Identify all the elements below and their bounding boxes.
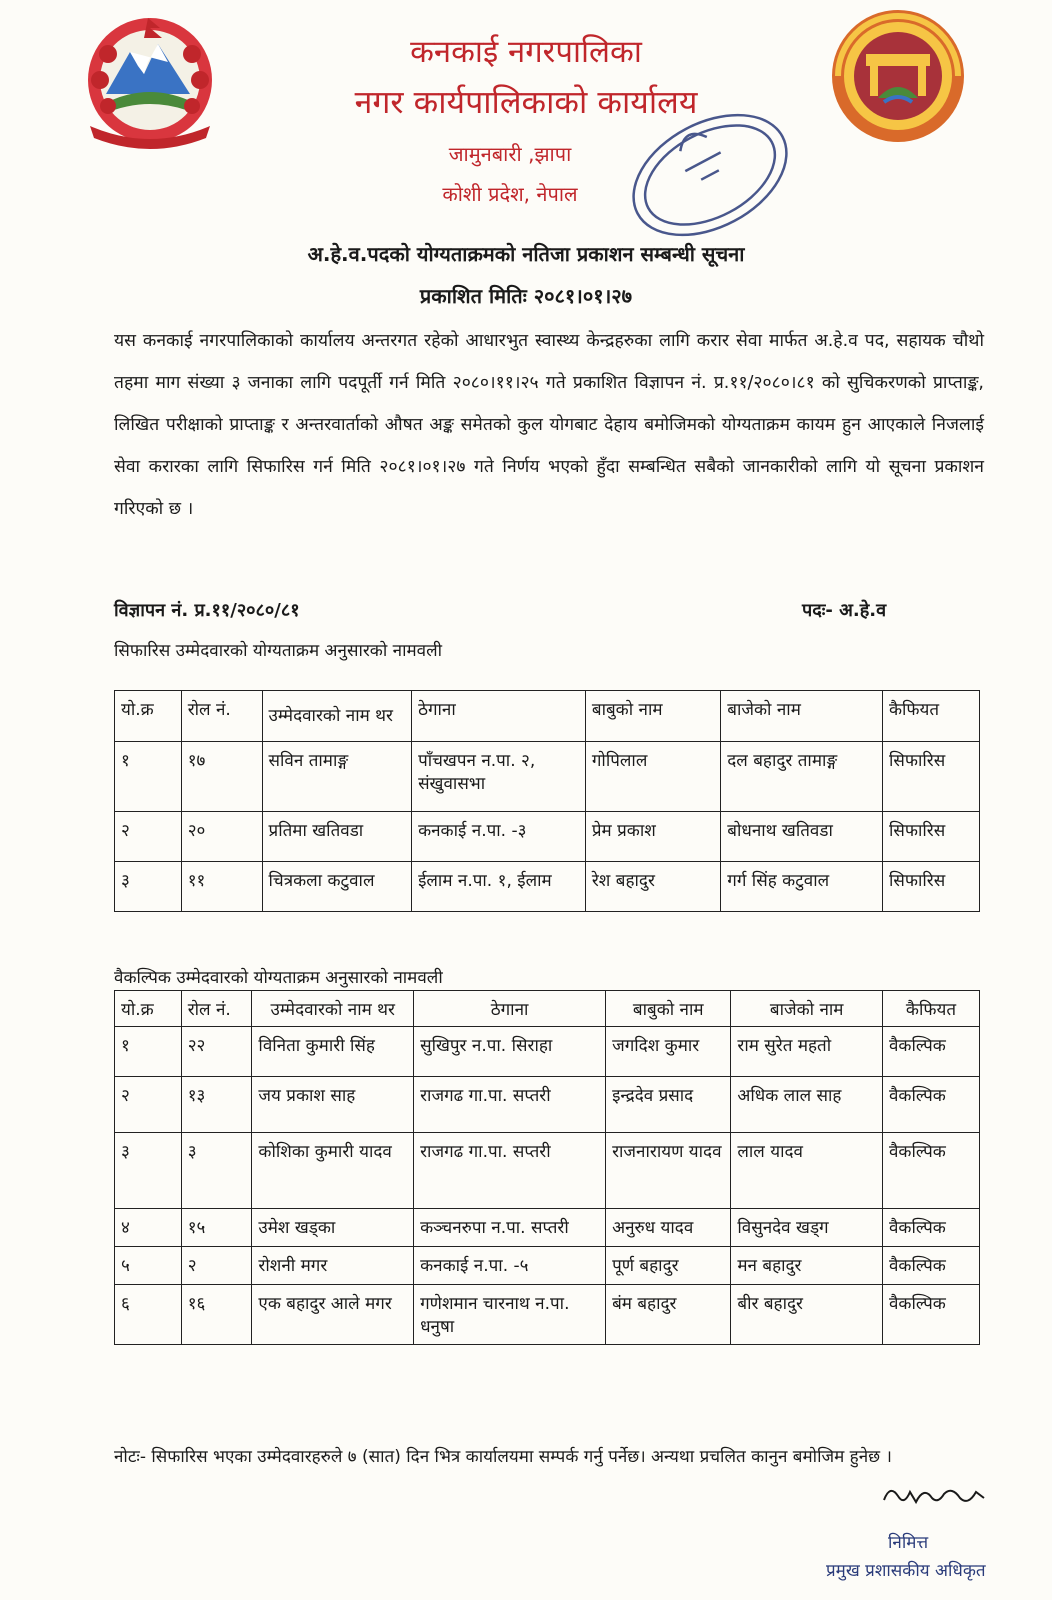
table-cell: जगदिश कुमार bbox=[606, 1027, 731, 1077]
table-cell: राजनारायण यादव bbox=[606, 1133, 731, 1209]
table-cell: २ bbox=[115, 1077, 182, 1133]
table-cell: १३ bbox=[181, 1077, 252, 1133]
table-cell: रोशनी मगर bbox=[252, 1247, 414, 1285]
published-date: प्रकाशित मितिः २०८१।०१।२७ bbox=[419, 284, 633, 308]
table-cell: १ bbox=[115, 742, 182, 812]
post-name: पदः- अ.हे.व bbox=[802, 600, 887, 621]
table-cell: गर्ग सिंह कटुवाल bbox=[721, 862, 883, 912]
nepal-emblem-logo bbox=[78, 14, 222, 152]
table-cell: बंम बहादुर bbox=[606, 1285, 731, 1345]
table-row bbox=[115, 1027, 980, 1077]
column-header: उम्मेदवारको नाम थर bbox=[252, 991, 414, 1027]
table-cell: ४ bbox=[115, 1209, 182, 1247]
table-row bbox=[115, 1133, 980, 1209]
table-cell: वैकल्पिक bbox=[882, 1027, 979, 1077]
table-cell: अनुरुध यादव bbox=[606, 1209, 731, 1247]
column-header: रोल नं. bbox=[181, 991, 252, 1027]
notice-body: यस कनकाई नगरपालिकाको कार्यालय अन्तरगत रहेको आधारभुत स्वास्थ्य केन्द्रहरुका लागि करार सेवा मार्फत अ.हे.व पद, सहायक चौथो तहमा माग संख्या ३ जनाका लागि पदपूर्ती गर्न मिति २०८०।११।२५ गते प्रकाशित विज्ञापन नं. प्र.११/२०८०।८१ को सुचिकरणको प्राप्ताङ्क, लिखित परीक्षाको प्राप्ताङ्क र अन्तरवार्ताको औषत अङ्क समेतको कुल योगबाट देहाय बमोजिमको योग्यताक्रम कायम हुन आएकाले निजलाई सेवा करारका लागि सिफारिस गर्न मिति २०८१।०१।२७ गते निर्णय भएको हुँदा सम्बन्धित सबैको जानकारीको लागि यो सूचना प्रकाशन गरिएको छ । bbox=[114, 331, 984, 519]
column-header: ठेगाना bbox=[412, 691, 586, 742]
table-cell: पाँचखपन न.पा. २, संखुवासभा bbox=[412, 742, 586, 812]
table-cell: ईलाम न.पा. १, ईलाम bbox=[412, 862, 586, 912]
alternate-list-title: वैकल्पिक उम्मेदवारको योग्यताक्रम अनुसारको नामवली bbox=[114, 968, 443, 988]
table-cell: प्रतिमा खतिवडा bbox=[262, 812, 412, 862]
table-cell: २ bbox=[181, 1247, 252, 1285]
table-header-row bbox=[115, 691, 980, 742]
table-row bbox=[115, 1209, 980, 1247]
footer-note: नोटः- सिफारिस भएका उम्मेदवारहरुले ७ (सात) दिन भित्र कार्यालयमा सम्पर्क गर्नु पर्नेछ। अन्यथा प्रचलित कानुन बमोजिम हुनेछ । bbox=[114, 1447, 892, 1467]
table-cell: सिफारिस bbox=[882, 862, 979, 912]
column-header: यो.क्र bbox=[115, 991, 182, 1027]
table-row bbox=[115, 1285, 980, 1345]
column-header: कैफियत bbox=[882, 991, 979, 1027]
table-cell: ३ bbox=[181, 1133, 252, 1209]
signer-designation: प्रमुख प्रशासकीय अधिकृत bbox=[826, 1561, 986, 1581]
table-cell: गणेशमान चारनाथ न.पा. धनुषा bbox=[414, 1285, 606, 1345]
table-row bbox=[115, 1247, 980, 1285]
recommended-list-title: सिफारिस उम्मेदवारको योग्यताक्रम अनुसारको नामवली bbox=[114, 641, 443, 661]
column-header: यो.क्र bbox=[115, 691, 182, 742]
column-header: ठेगाना bbox=[414, 991, 606, 1027]
table-cell: वैकल्पिक bbox=[882, 1209, 979, 1247]
table-row bbox=[115, 812, 980, 862]
table-cell: मन बहादुर bbox=[731, 1247, 883, 1285]
table-cell: बोधनाथ खतिवडा bbox=[721, 812, 883, 862]
table-cell: विनिता कुमारी सिंह bbox=[252, 1027, 414, 1077]
table-cell: सिफारिस bbox=[882, 812, 979, 862]
table-cell: दल बहादुर तामाङ्ग bbox=[721, 742, 883, 812]
recommended-candidates-table bbox=[114, 690, 980, 912]
table-cell: कञ्चनरुपा न.पा. सप्तरी bbox=[414, 1209, 606, 1247]
address-line-1: जामुनबारी ,झापा bbox=[448, 142, 572, 166]
office-stamp bbox=[610, 100, 810, 250]
column-header: बाबुको नाम bbox=[585, 691, 720, 742]
table-cell: वैकल्पिक bbox=[882, 1247, 979, 1285]
table-cell: पूर्ण बहादुर bbox=[606, 1247, 731, 1285]
table-cell: २० bbox=[181, 812, 262, 862]
table-cell: राजगढ गा.पा. सप्तरी bbox=[414, 1133, 606, 1209]
advertisement-number: विज्ञापन नं. प्र.११/२०८०/८१ bbox=[114, 600, 300, 621]
table-cell: चित्रकला कटुवाल bbox=[262, 862, 412, 912]
table-cell: वैकल्पिक bbox=[882, 1077, 979, 1133]
table-cell: प्रेम प्रकाश bbox=[585, 812, 720, 862]
column-header: उम्मेदवारको नाम थर bbox=[262, 691, 412, 742]
municipality-name: कनकाई नगरपालिका bbox=[410, 34, 642, 70]
table-cell: गोपिलाल bbox=[585, 742, 720, 812]
table-row bbox=[115, 862, 980, 912]
table-cell: ३ bbox=[115, 862, 182, 912]
letterhead bbox=[0, 0, 1052, 220]
table-cell: लाल यादव bbox=[731, 1133, 883, 1209]
table-cell: १७ bbox=[181, 742, 262, 812]
table-cell: कोशिका कुमारी यादव bbox=[252, 1133, 414, 1209]
table-cell: उमेश खड्का bbox=[252, 1209, 414, 1247]
table-cell: जय प्रकाश साह bbox=[252, 1077, 414, 1133]
table-cell: सविन तामाङ्ग bbox=[262, 742, 412, 812]
table-row bbox=[115, 742, 980, 812]
municipality-logo bbox=[828, 6, 968, 146]
handwritten-signature bbox=[880, 1480, 990, 1510]
table-cell: ६ bbox=[115, 1285, 182, 1345]
table-cell: राम सुरेत महतो bbox=[731, 1027, 883, 1077]
table-cell: राजगढ गा.पा. सप्तरी bbox=[414, 1077, 606, 1133]
table-cell: ५ bbox=[115, 1247, 182, 1285]
column-header: बाजेको नाम bbox=[731, 991, 883, 1027]
notice-subject: अ.हे.व.पदको योग्यताक्रमको नतिजा प्रकाशन सम्बन्धी सूचना bbox=[307, 242, 745, 266]
column-header: रोल नं. bbox=[181, 691, 262, 742]
table-cell: बीर बहादुर bbox=[731, 1285, 883, 1345]
table-cell: विसुनदेव खड्ग bbox=[731, 1209, 883, 1247]
address-line-2: कोशी प्रदेश, नेपाल bbox=[442, 182, 578, 206]
signer-designation-prefix: निमित्त bbox=[888, 1533, 929, 1553]
table-cell: रेश बहादुर bbox=[585, 862, 720, 912]
table-cell: इन्द्रदेव प्रसाद bbox=[606, 1077, 731, 1133]
table-cell: सुखिपुर न.पा. सिराहा bbox=[414, 1027, 606, 1077]
table-cell: वैकल्पिक bbox=[882, 1133, 979, 1209]
table-cell: १५ bbox=[181, 1209, 252, 1247]
column-header: बाजेको नाम bbox=[721, 691, 883, 742]
table-cell: १ bbox=[115, 1027, 182, 1077]
table-row bbox=[115, 1077, 980, 1133]
table-cell: ३ bbox=[115, 1133, 182, 1209]
alternate-candidates-table bbox=[114, 990, 980, 1345]
column-header: कैफियत bbox=[882, 691, 979, 742]
table-cell: वैकल्पिक bbox=[882, 1285, 979, 1345]
table-header-row bbox=[115, 991, 980, 1027]
table-cell: कनकाई न.पा. -५ bbox=[414, 1247, 606, 1285]
table-cell: सिफारिस bbox=[882, 742, 979, 812]
table-cell: ११ bbox=[181, 862, 262, 912]
table-cell: २२ bbox=[181, 1027, 252, 1077]
table-cell: कनकाई न.पा. -३ bbox=[412, 812, 586, 862]
column-header: बाबुको नाम bbox=[606, 991, 731, 1027]
table-cell: अधिक लाल साह bbox=[731, 1077, 883, 1133]
office-name: नगर कार्यपालिकाको कार्यालय bbox=[354, 83, 698, 121]
table-cell: २ bbox=[115, 812, 182, 862]
table-cell: एक बहादुर आले मगर bbox=[252, 1285, 414, 1345]
table-cell: १६ bbox=[181, 1285, 252, 1345]
